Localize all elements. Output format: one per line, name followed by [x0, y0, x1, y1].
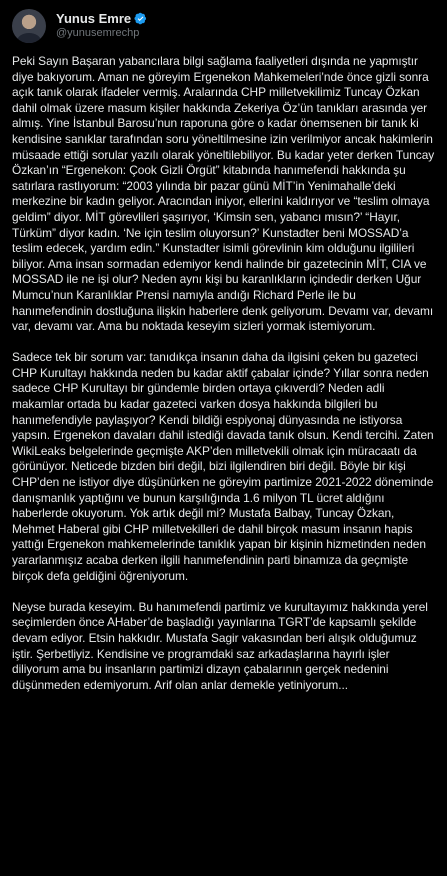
avatar[interactable] [12, 9, 46, 43]
author-names [56, 11, 147, 41]
tweet-paragraph-2: Sadece tek bir sorum var: tanıdıkça insanın daha da ilgisini çeken bu gazeteci CHP Kurultayı hakkında neden bu kadar aktif çabalar içinde? Yıllar sonra neden sadece CHP Kurultayı bir gündemle birden ortaya çıkıverdi? Neden adli makamlar ortada bu kadar gazeteci varken dosya hakkında bilgileri bu hanımefendiyle paylaşıyor? Kendi bildiği espiyonaj dünyasında ne istiyorsa yapsın. Ergenekon davaları dahil istediği davada tanık olsun. Kendi tercihi. Zaten WikiLeaks belgelerinde geçmişte AKP’den milletvekili olmak için müracaatı da görünüyor. Neticede bizden biri değil, bizi ilgilendiren biri değil. Böyle bir kişi CHP’den ne istiyor diye düşünürken ne göreyim partimize 2021-2022 döneminde danışmanlık yaptığını ve bunun karşılığında 1.6 milyon TL ücret aldığını haberlerde okuyorum. Yok artık değil mi? Mustafa Balbay, Tuncay Özkan, Mehmet Haberal gibi CHP milletvekilleri de dahil birçok masum insanın hapis yattığı Ergenekon mahkemelerinde tanıklık yapan bir kişinin hizmetinden neden yararlanmışız acaba derken ilgili hanımefendinin parti binamıza da geçmişte birçok defa geldiğini öğreniyorum. [12, 350, 434, 583]
tweet-header [12, 6, 435, 46]
author-handle[interactable]: @yunusemrechp [56, 27, 140, 39]
verified-badge-icon [134, 12, 147, 25]
tweet-body [12, 54, 435, 693]
name-row [56, 11, 147, 26]
tweet-paragraph-1: Peki Sayın Başaran yabancılara bilgi sağlama faaliyetleri dışında ne yapmıştır diye bakıyorum. Aman ne göreyim Ergenekon Mahkemeleri’nde önce gizli sonra açık tanık olarak ifadeler vermiş. Aralarında CHP milletvekilimiz Tuncay Özkan dahil olmak üzere masum kişiler hakkında Zekeriya Öz’ün tanıkları arasında yer almış. Yine İstanbul Barosu’nun raporuna göre o kadar önemsenen bir tanık ki kendisine sanıklar tarafından soru yöneltilmesine izin verilmiyor ancak hakimlerin müsaade ettiği sorular yazılı olarak yöneltilebiliyor. Bu kadar yeter derken Tuncay Özkan’ın “Ergenekon: Çook Gizli Örgüt” kitabında hanımefendi hakkında şu satırlara rastlıyorum: “2003 yılında bir pazar günü MİT’in Yenimahalle’deki merkezine bir kadın geliyor. Aracından iniyor, ellerini kaldırıyor ve “teslim olmaya geldim” diyor. MİT görevlileri şaşırıyor, ‘Kimsin sen, yabancı mısın?’ “Hayır, Türküm” diyor kadın. ‘Ne için teslim oluyorsun?’ Kunstadter beni MOSSAD’a teslim edecek, yardım edin.” Kunstadter isimli görevlinin kim olduğunu ilgilileri biliyor. Ama insan sormadan edemiyor kendi halinde bir gazetecinin MİT, CIA ve MOSSAD ile ne işi olur? Neden aynı kişi bu karanlıkların içindedir derken Uğur Mumcu’nun Karanlıklar Prensi namıyla andığı Richard Perle ile bu hanımefendinin dostluğuna ilişkin haberlere denk geliyorum. Devamı var, devamı var, devamı var. Ama bu noktada keseyim sizleri yormak istemiyorum. [12, 54, 435, 334]
tweet-paragraph-3: Neyse burada keseyim. Bu hanımefendi partimiz ve kurultayımız hakkında yerel seçimlerden önce AHaber’de başladığı yayınlarına TGRT’de kapsamlı şekilde devam ediyor. Etsin hakkıdır. Mustafa Sagir vakasından beri alışık olduğumuz iştir. Şerbetliyiz. Kendisine ve programdaki saz arkadaşlarına hayırlı işler diliyorum ama bu insanların partimizi dizayn çabalarının gerçek nedenini düşünmeden edemiyorum. Arif olan anlar demekle yetiniyorum... [12, 599, 428, 692]
author-display-name[interactable]: Yunus Emre [56, 11, 132, 26]
